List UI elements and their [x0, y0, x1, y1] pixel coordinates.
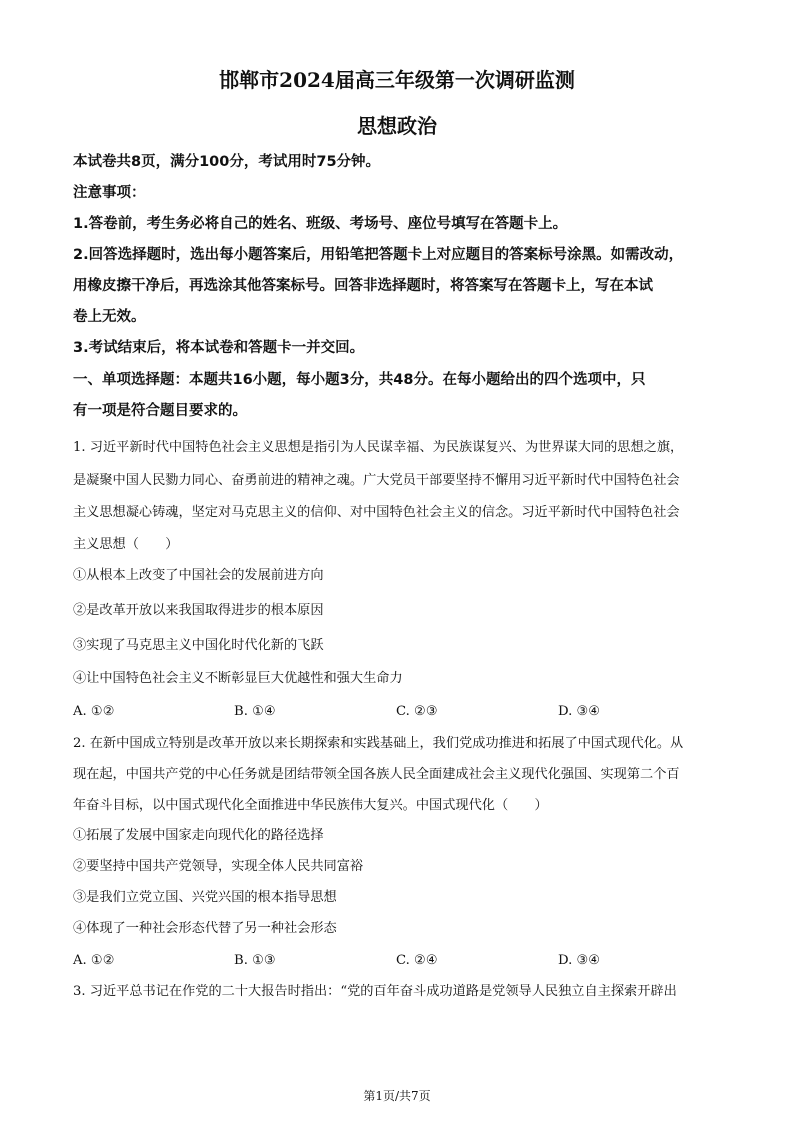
question-2-line-2: 现在起，中国共产党的中心任务就是团结带领全国各族人民全面建成社会主义现代化强国、实现第二个百: [73, 767, 680, 782]
question-1-option-c: C. ②③: [396, 704, 438, 719]
question-2-statement-1: ①拓展了发展中国家走向现代化的路径选择: [73, 828, 324, 843]
question-1-option-b: B. ①④: [234, 704, 276, 719]
notice-heading: 注意事项：: [73, 185, 146, 201]
question-3-line-1: 3. 习近平总书记在作党的二十大报告时指出：“党的百年奋斗成功道路是党领导人民独立自主探索开辟出: [73, 984, 677, 999]
question-2-line-3: 年奋斗目标，以中国式现代化全面推进中华民族伟大复兴。中国式现代化（ ）: [73, 798, 548, 813]
question-1-line-4: 主义思想（ ）: [73, 537, 179, 552]
question-2-statement-4: ④体现了一种社会形态代替了另一种社会形态: [73, 921, 337, 936]
notice-item-2-line-3: 卷上无效。: [73, 309, 146, 325]
section-heading-line-1: 一、单项选择题：本题共16小题，每小题3分，共48分。在每小题给出的四个选项中，只: [73, 372, 646, 388]
question-1-line-2: 是凝聚中国人民勠力同心、奋勇前进的精神之魂。广大党员干部要坚持不懈用习近平新时代中国特色社会: [73, 473, 680, 488]
page-footer: 第1页/共7页: [363, 1089, 431, 1103]
subject-title: 思想政治: [357, 114, 437, 138]
question-1-statement-2: ②是改革开放以来我国取得进步的根本原因: [73, 603, 324, 618]
notice-item-3: 3.考试结束后，将本试卷和答题卡一并交回。: [73, 340, 365, 356]
notice-item-2-line-2: 用橡皮擦干净后，再选涂其他答案标号。回答非选择题时，将答案写在答题卡上，写在本试: [73, 278, 653, 294]
exam-info: 本试卷共8页，满分100分，考试用时75分钟。: [73, 154, 381, 170]
question-2-statement-2: ②要坚持中国共产党领导，实现全体人民共同富裕: [73, 859, 364, 874]
question-1-option-d: D. ③④: [558, 704, 601, 719]
question-1-statement-1: ①从根本上改变了中国社会的发展前进方向: [73, 568, 324, 583]
question-2-option-c: C. ②④: [396, 953, 438, 968]
exam-title: 邯郸市2024届高三年级第一次调研监测: [219, 68, 575, 92]
question-1-statement-4: ④让中国特色社会主义不断彰显巨大优越性和强大生命力: [73, 671, 403, 686]
question-1-line-3: 主义思想凝心铸魂，坚定对马克思主义的信仰、对中国特色社会主义的信念。习近平新时代中国特色社会: [73, 505, 680, 520]
question-2-line-1: 2. 在新中国成立特别是改革开放以来长期探索和实践基础上，我们党成功推进和拓展了中国式现代化。从: [73, 736, 684, 751]
question-2-option-a: A. ①②: [73, 953, 115, 968]
notice-item-1: 1.答卷前，考生务必将自己的姓名、班级、考场号、座位号填写在答题卡上。: [73, 216, 568, 232]
question-2-option-b: B. ①③: [234, 953, 276, 968]
notice-item-2-line-1: 2.回答选择题时，选出每小题答案后，用铅笔把答题卡上对应题目的答案标号涂黑。如需改动，: [73, 247, 684, 263]
question-2-option-d: D. ③④: [558, 953, 601, 968]
question-2-statement-3: ③是我们立党立国、兴党兴国的根本指导思想: [73, 890, 337, 905]
question-1-statement-3: ③实现了马克思主义中国化时代化新的飞跃: [73, 638, 324, 653]
question-1-line-1: 1. 习近平新时代中国特色社会主义思想是指引为人民谋幸福、为民族谋复兴、为世界谋大同的思想之旗，: [73, 440, 684, 455]
question-1-option-a: A. ①②: [73, 704, 115, 719]
section-heading-line-2: 有一项是符合题目要求的。: [73, 403, 247, 419]
